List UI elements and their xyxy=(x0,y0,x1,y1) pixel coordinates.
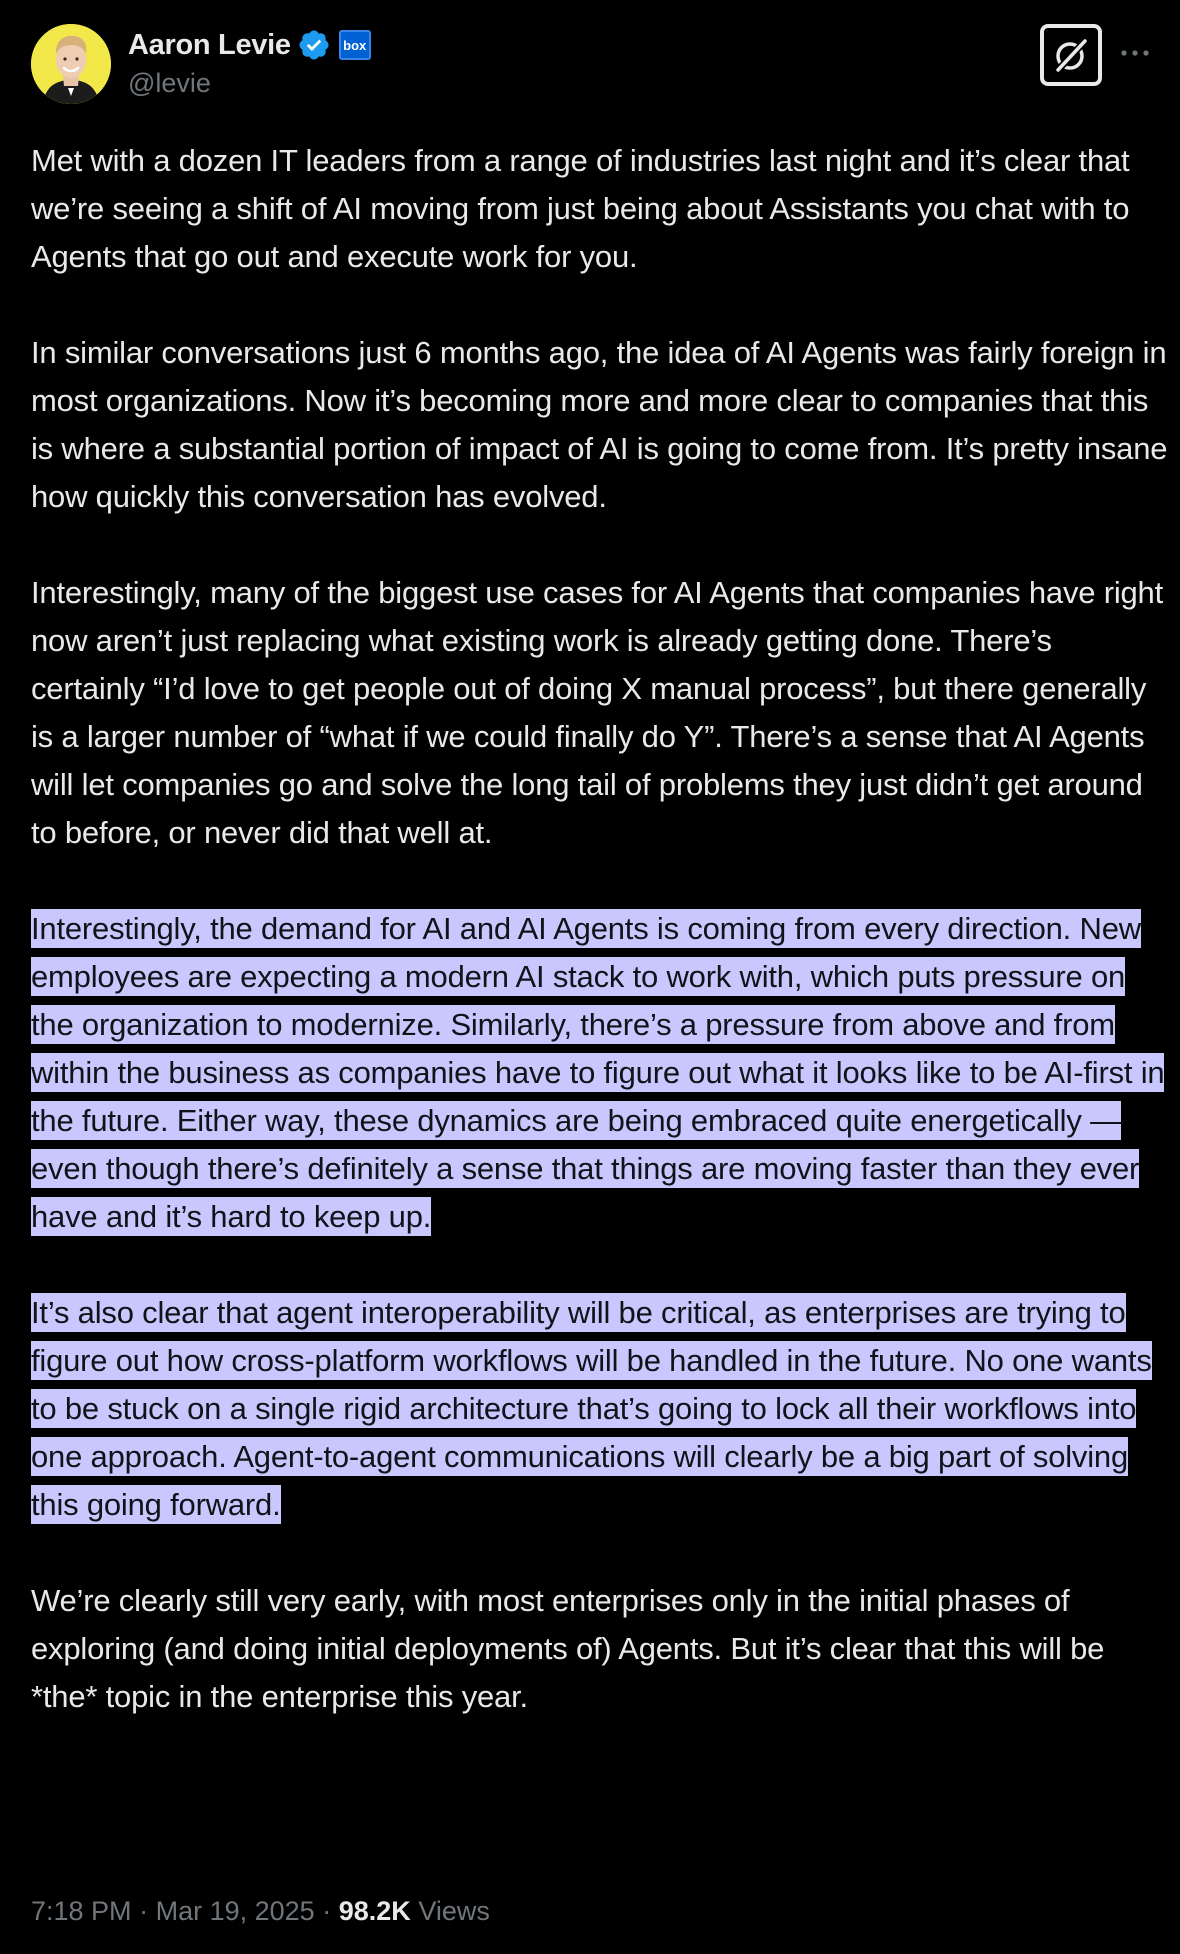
tweet-time[interactable]: 7:18 PM xyxy=(31,1896,132,1926)
tweet-paragraph: Interestingly, many of the biggest use cases for AI Agents that companies have right now aren’t just replacing what existing work is already getting done. There’s certainly “I’d love to get people out of doing X manual process”, but there generally is a larger number of “what if we could finally do Y”. There’s a sense that AI Agents will let companies go and solve the long tail of problems they just didn’t get around to before, or never did that well at. xyxy=(31,575,1164,850)
views-label: Views xyxy=(418,1896,490,1926)
verified-badge-icon[interactable] xyxy=(297,28,331,62)
selected-text[interactable]: Interestingly, the demand for AI and AI Agents is coming from every direction. New employees are expecting a modern AI stack to work with, which puts pressure on the organization to modernize. Similarly, there’s a pressure from above and from within the business as companies have to figure out what it looks like to be AI-first in the future. Either way, these dynamics are being embraced quite energetically — even though there’s definitely a sense that things are moving faster than they ever have and it’s hard to keep up. xyxy=(31,911,1165,1234)
views-count[interactable]: 98.2K xyxy=(338,1896,411,1926)
avatar[interactable] xyxy=(31,24,111,104)
tweet-date[interactable]: Mar 19, 2025 xyxy=(155,1896,315,1926)
tweet-paragraph: We’re clearly still very early, with most enterprises only in the initial phases of exploring (and doing initial deployments of) Agents. But it’s clear that this will be *the* topic in the enterprise this year. xyxy=(31,1583,1105,1714)
tweet-text xyxy=(31,137,1171,1769)
author-name-row xyxy=(128,25,371,65)
tweet-paragraph-highlighted xyxy=(31,1289,1171,1529)
author-name[interactable]: Aaron Levie xyxy=(128,28,291,61)
meta-separator: · xyxy=(139,1896,149,1926)
author-handle[interactable]: @levie xyxy=(128,68,211,98)
tweet-paragraph: In similar conversations just 6 months ago, the idea of AI Agents was fairly foreign in most organizations. Now it’s becoming more and more clear to companies that this is where a substantial portion of impact of AI is going to come from. It’s pretty insane how quickly this conversation has evolved. xyxy=(31,335,1168,514)
tweet-paragraph: Met with a dozen IT leaders from a range of industries last night and it’s clear that we’re seeing a shift of AI moving from just being about Assistants you chat with to Agents that go out and execute work for you. xyxy=(31,143,1130,274)
grok-icon xyxy=(1051,35,1091,75)
meta-separator: · xyxy=(322,1896,332,1926)
more-options-button[interactable] xyxy=(1118,36,1152,70)
grok-button[interactable] xyxy=(1040,24,1102,86)
affiliate-badge[interactable]: box xyxy=(339,30,371,60)
more-horizontal-icon xyxy=(1120,48,1150,58)
avatar-image xyxy=(31,24,111,104)
selected-text[interactable]: It’s also clear that agent interoperability will be critical, as enterprises are trying to figure out how cross-platform workflows will be handled in the future. No one wants to be stuck on a single rigid architecture that’s going to lock all their workflows into one approach. Agent-to-agent communications will clearly be a big part of solving this going forward. xyxy=(31,1295,1152,1522)
tweet-paragraph-highlighted xyxy=(31,905,1171,1241)
tweet-header xyxy=(31,24,1152,106)
tweet-meta xyxy=(31,1896,490,1927)
